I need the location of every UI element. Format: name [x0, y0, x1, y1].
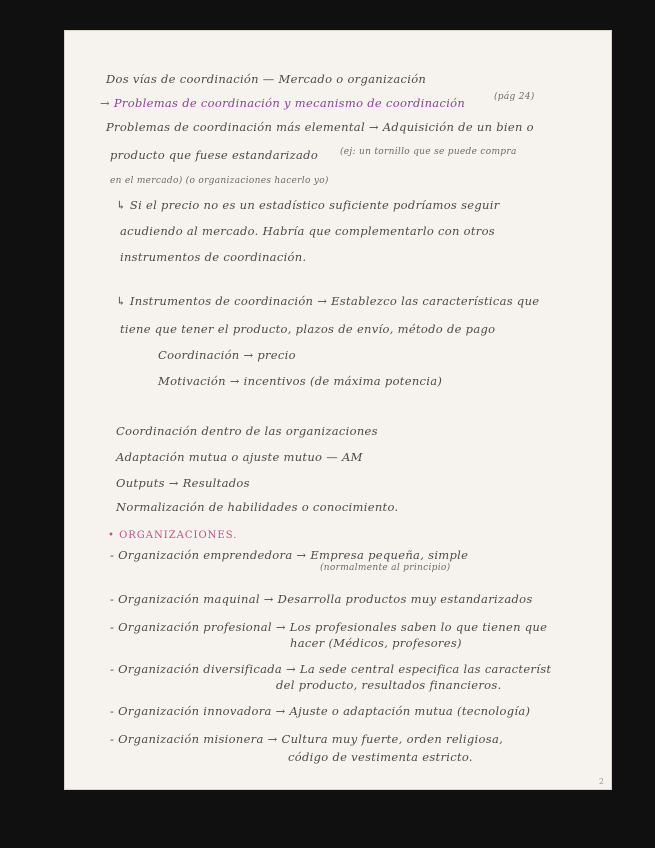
note-line: código de vestimenta estricto.	[288, 750, 473, 764]
note-line: acudiendo al mercado. Habría que complementarlo con otros	[120, 224, 496, 238]
note-line: ↳ Si el precio no es un estadístico suficiente podríamos seguir	[116, 198, 500, 212]
note-line: Outputs → Resultados	[116, 476, 250, 490]
note-line: Coordinación dentro de las organizaciones	[116, 424, 378, 438]
note-line: hacer (Médicos, profesores)	[290, 636, 462, 650]
note-line: producto que fuese estandarizado	[110, 148, 319, 162]
note-line: - Organización emprendedora → Empresa pequeña, simple	[110, 548, 469, 562]
note-line: ↳ Instrumentos de coordinación → Establezco las características que	[116, 294, 540, 308]
note-line: Normalización de habilidades o conocimiento.	[116, 500, 399, 514]
section-heading-organizaciones: • ORGANIZACIONES.	[108, 530, 238, 541]
note-line: - Organización innovadora → Ajuste o adaptación mutua (tecnología)	[110, 704, 531, 718]
note-line: - Organización profesional → Los profesionales saben lo que tienen que	[110, 620, 548, 634]
note-line: Motivación → incentivos (de máxima potencia)	[158, 374, 443, 388]
note-line: Problemas de coordinación más elemental → Adquisición de un bien o	[106, 120, 534, 134]
note-aside: (ej: un tornillo que se puede compra	[340, 147, 517, 157]
note-line: instrumentos de coordinación.	[120, 250, 307, 264]
note-line: (normalmente al principio)	[320, 563, 451, 573]
note-line: tiene que tener el producto, plazos de envío, método de pago	[120, 322, 496, 336]
note-line-heading: → Problemas de coordinación y mecanismo de coordinación	[100, 96, 466, 110]
note-line: en el mercado) (o organizaciones hacerlo yo)	[110, 176, 329, 186]
note-line: Coordinación → precio	[158, 348, 296, 362]
notebook-page	[64, 30, 612, 790]
note-line: del producto, resultados financieros.	[276, 678, 502, 692]
note-line: - Organización maquinal → Desarrolla productos muy estandarizados	[110, 592, 533, 606]
page-reference: (pág 24)	[494, 92, 535, 102]
page-number: 2	[598, 777, 604, 786]
note-line: - Organización diversificada → La sede central especifica las característ	[110, 662, 552, 676]
note-line: Adaptación mutua o ajuste mutuo — AM	[116, 450, 363, 464]
note-line: Dos vías de coordinación — Mercado o organización	[106, 72, 427, 86]
note-line: - Organización misionera → Cultura muy fuerte, orden religiosa,	[110, 732, 504, 746]
